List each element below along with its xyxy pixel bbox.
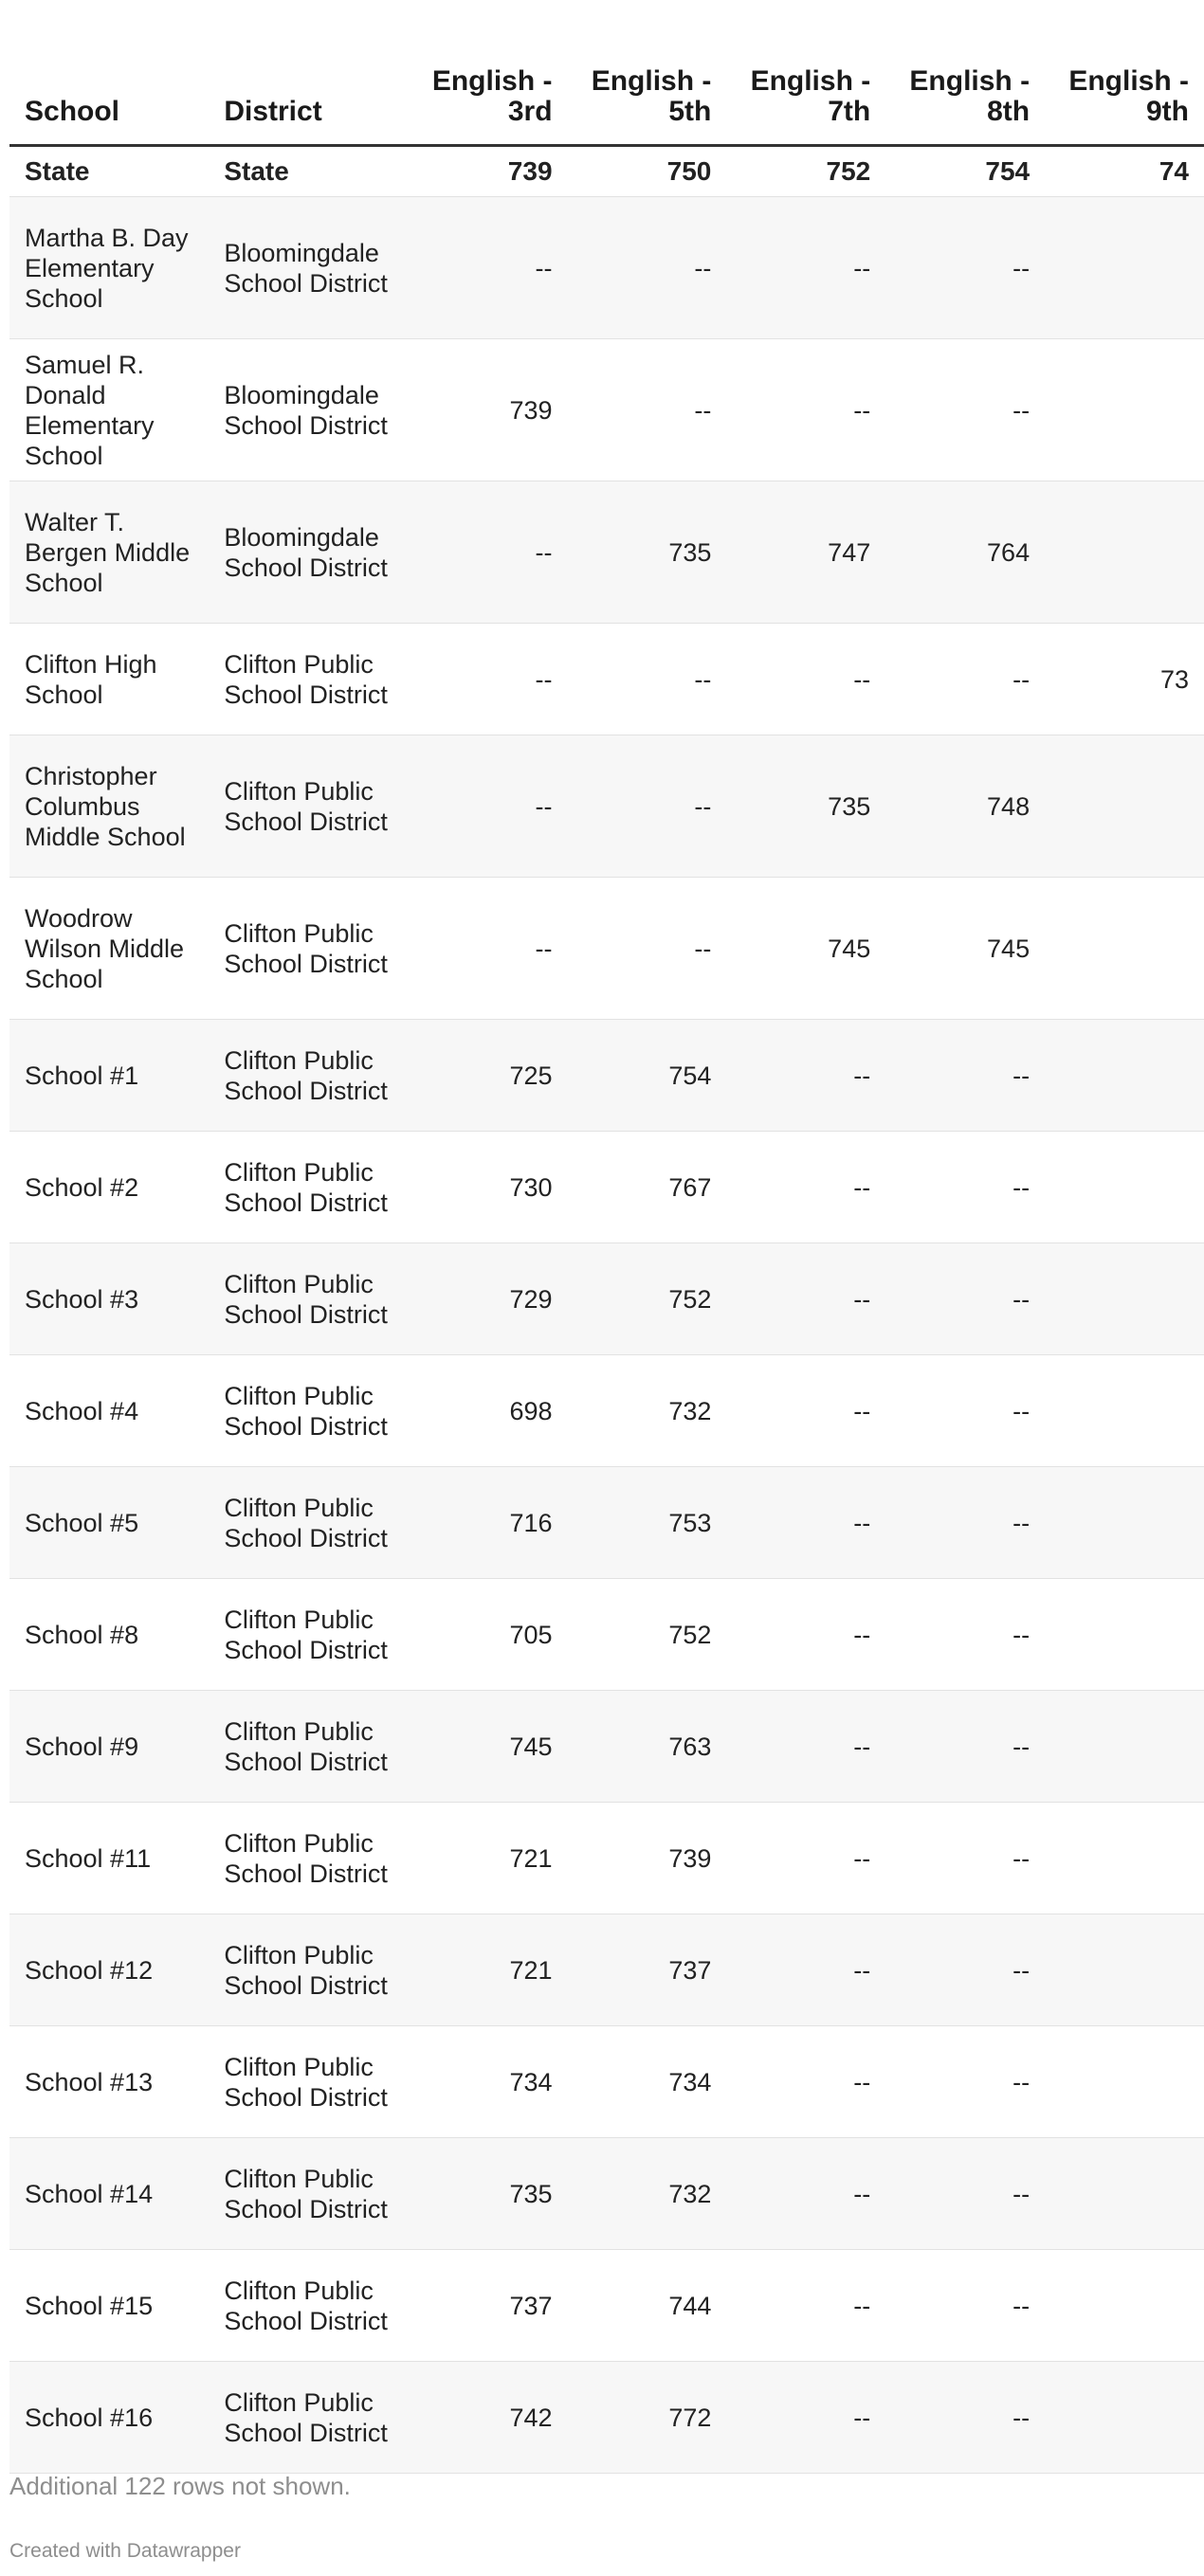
- district-cell: Clifton Public School District: [209, 1020, 408, 1132]
- score-cell: 752: [568, 1243, 727, 1355]
- table-row: [9, 878, 1204, 1020]
- score-cell: 739: [409, 339, 568, 481]
- datawrapper-credit: Created with Datawrapper: [9, 2540, 241, 2562]
- table-row: [9, 197, 1204, 339]
- score-cell: --: [409, 735, 568, 878]
- score-cell: 772: [568, 2362, 727, 2474]
- district-cell: Clifton Public School District: [209, 1467, 408, 1579]
- score-cell: --: [568, 735, 727, 878]
- school-cell: Samuel R. Donald Elementary School: [9, 339, 209, 481]
- score-cell: 735: [409, 2138, 568, 2250]
- school-cell: School #9: [9, 1691, 209, 1803]
- score-cell: --: [885, 624, 1045, 735]
- score-cell: --: [568, 339, 727, 481]
- district-cell: Clifton Public School District: [209, 624, 408, 735]
- score-cell: [1045, 1691, 1204, 1803]
- score-cell: [1045, 2138, 1204, 2250]
- score-cell: --: [885, 1355, 1045, 1467]
- score-cell: 752: [568, 1579, 727, 1691]
- table-row: [9, 1355, 1204, 1467]
- score-cell: 737: [568, 1914, 727, 2026]
- score-cell: [1045, 339, 1204, 481]
- score-cell: --: [885, 2250, 1045, 2362]
- score-cell: --: [726, 1020, 885, 1132]
- score-cell: [1045, 1020, 1204, 1132]
- score-cell: 742: [409, 2362, 568, 2474]
- score-cell: --: [885, 339, 1045, 481]
- column-header: English - 5th: [568, 0, 727, 146]
- table-row: [9, 2026, 1204, 2138]
- district-cell: Clifton Public School District: [209, 2362, 408, 2474]
- score-cell: [1045, 1355, 1204, 1467]
- score-cell: 734: [568, 2026, 727, 2138]
- table-row: [9, 1132, 1204, 1243]
- score-cell: 745: [726, 878, 885, 1020]
- school-cell: School #8: [9, 1579, 209, 1691]
- score-cell: --: [726, 624, 885, 735]
- state-row: [9, 146, 1204, 197]
- score-cell: --: [726, 2250, 885, 2362]
- table-row: [9, 1579, 1204, 1691]
- score-cell: [1045, 878, 1204, 1020]
- score-cell: 739: [568, 1803, 727, 1914]
- school-cell: School #2: [9, 1132, 209, 1243]
- score-cell: --: [885, 2026, 1045, 2138]
- score-cell: [1045, 1914, 1204, 2026]
- score-cell: 763: [568, 1691, 727, 1803]
- school-cell: Martha B. Day Elementary School: [9, 197, 209, 339]
- school-cell: School #15: [9, 2250, 209, 2362]
- score-cell: 705: [409, 1579, 568, 1691]
- district-cell: Clifton Public School District: [209, 1914, 408, 2026]
- score-cell: --: [885, 1803, 1045, 1914]
- score-cell: --: [568, 197, 727, 339]
- table-body: [9, 146, 1204, 2474]
- school-cell: School #5: [9, 1467, 209, 1579]
- score-cell: 74: [1045, 146, 1204, 197]
- score-cell: 721: [409, 1914, 568, 2026]
- score-cell: [1045, 1243, 1204, 1355]
- score-cell: 716: [409, 1467, 568, 1579]
- score-cell: 745: [409, 1691, 568, 1803]
- score-cell: --: [726, 1243, 885, 1355]
- score-cell: --: [726, 1691, 885, 1803]
- school-cell: School #13: [9, 2026, 209, 2138]
- score-cell: --: [885, 1243, 1045, 1355]
- score-cell: 729: [409, 1243, 568, 1355]
- table-header: [9, 0, 1204, 146]
- score-cell: --: [885, 1020, 1045, 1132]
- school-cell: Woodrow Wilson Middle School: [9, 878, 209, 1020]
- district-cell: Clifton Public School District: [209, 2250, 408, 2362]
- score-cell: 73: [1045, 624, 1204, 735]
- table-row: [9, 1243, 1204, 1355]
- score-cell: --: [726, 1914, 885, 2026]
- score-cell: --: [409, 878, 568, 1020]
- score-cell: --: [568, 878, 727, 1020]
- score-cell: --: [568, 624, 727, 735]
- school-cell: School #3: [9, 1243, 209, 1355]
- score-cell: 748: [885, 735, 1045, 878]
- school-cell: Clifton High School: [9, 624, 209, 735]
- score-cell: 732: [568, 1355, 727, 1467]
- school-cell: State: [9, 146, 209, 197]
- score-cell: 752: [726, 146, 885, 197]
- score-cell: 754: [568, 1020, 727, 1132]
- district-cell: Clifton Public School District: [209, 1132, 408, 1243]
- district-cell: Clifton Public School District: [209, 2026, 408, 2138]
- school-cell: School #14: [9, 2138, 209, 2250]
- score-cell: 721: [409, 1803, 568, 1914]
- score-cell: 754: [885, 146, 1045, 197]
- score-cell: --: [885, 197, 1045, 339]
- score-cell: [1045, 1803, 1204, 1914]
- score-cell: --: [885, 1914, 1045, 2026]
- school-cell: Christopher Columbus Middle School: [9, 735, 209, 878]
- table-row: [9, 481, 1204, 624]
- table-row: [9, 1803, 1204, 1914]
- score-cell: 730: [409, 1132, 568, 1243]
- score-cell: 744: [568, 2250, 727, 2362]
- table-row: [9, 2138, 1204, 2250]
- score-cell: --: [726, 2138, 885, 2250]
- score-cell: --: [885, 1691, 1045, 1803]
- score-cell: --: [726, 197, 885, 339]
- score-cell: --: [726, 339, 885, 481]
- score-cell: [1045, 197, 1204, 339]
- score-cell: 767: [568, 1132, 727, 1243]
- score-cell: --: [885, 1132, 1045, 1243]
- table-row: [9, 1467, 1204, 1579]
- district-cell: Clifton Public School District: [209, 878, 408, 1020]
- table-row: [9, 1691, 1204, 1803]
- score-cell: 737: [409, 2250, 568, 2362]
- score-cell: 739: [409, 146, 568, 197]
- scores-table: [9, 0, 1204, 2474]
- score-cell: [1045, 1132, 1204, 1243]
- school-cell: School #12: [9, 1914, 209, 2026]
- table-row: [9, 624, 1204, 735]
- score-cell: [1045, 481, 1204, 624]
- score-cell: 698: [409, 1355, 568, 1467]
- district-cell: Clifton Public School District: [209, 1243, 408, 1355]
- district-cell: Bloomingdale School District: [209, 481, 408, 624]
- district-cell: Clifton Public School District: [209, 1579, 408, 1691]
- score-cell: [1045, 2362, 1204, 2474]
- score-cell: --: [726, 1355, 885, 1467]
- score-cell: --: [885, 1467, 1045, 1579]
- score-cell: --: [726, 1132, 885, 1243]
- school-cell: School #4: [9, 1355, 209, 1467]
- district-cell: Clifton Public School District: [209, 2138, 408, 2250]
- column-header: English - 7th: [726, 0, 885, 146]
- score-cell: --: [409, 481, 568, 624]
- score-cell: [1045, 1467, 1204, 1579]
- score-cell: 735: [568, 481, 727, 624]
- score-cell: --: [726, 1579, 885, 1691]
- district-cell: Clifton Public School District: [209, 1355, 408, 1467]
- column-header: English - 8th: [885, 0, 1045, 146]
- column-header: English - 9th: [1045, 0, 1204, 146]
- score-cell: 735: [726, 735, 885, 878]
- score-cell: --: [885, 2138, 1045, 2250]
- table-viewport[interactable]: [9, 0, 1189, 2474]
- rows-not-shown-note: Additional 122 rows not shown.: [9, 2472, 351, 2500]
- school-cell: School #11: [9, 1803, 209, 1914]
- column-header: District: [209, 0, 408, 146]
- column-header: English - 3rd: [409, 0, 568, 146]
- district-cell: Bloomingdale School District: [209, 339, 408, 481]
- district-cell: Clifton Public School District: [209, 1803, 408, 1914]
- score-cell: 732: [568, 2138, 727, 2250]
- school-cell: School #16: [9, 2362, 209, 2474]
- district-cell: Clifton Public School District: [209, 735, 408, 878]
- table-row: [9, 735, 1204, 878]
- score-cell: 764: [885, 481, 1045, 624]
- score-cell: --: [726, 1803, 885, 1914]
- score-cell: 734: [409, 2026, 568, 2138]
- score-cell: 745: [885, 878, 1045, 1020]
- district-cell: Clifton Public School District: [209, 1691, 408, 1803]
- score-cell: [1045, 1579, 1204, 1691]
- score-cell: 750: [568, 146, 727, 197]
- score-cell: 747: [726, 481, 885, 624]
- score-cell: --: [726, 2362, 885, 2474]
- table-row: [9, 1020, 1204, 1132]
- table-row: [9, 2250, 1204, 2362]
- table-row: [9, 339, 1204, 481]
- score-cell: --: [409, 624, 568, 735]
- score-cell: --: [885, 1579, 1045, 1691]
- score-cell: [1045, 2250, 1204, 2362]
- header-row: [9, 0, 1204, 146]
- table-row: [9, 2362, 1204, 2474]
- table-row: [9, 1914, 1204, 2026]
- column-header: School: [9, 0, 209, 146]
- district-cell: State: [209, 146, 408, 197]
- district-cell: Bloomingdale School District: [209, 197, 408, 339]
- score-cell: 725: [409, 1020, 568, 1132]
- school-cell: School #1: [9, 1020, 209, 1132]
- score-cell: --: [726, 2026, 885, 2138]
- score-cell: --: [409, 197, 568, 339]
- school-cell: Walter T. Bergen Middle School: [9, 481, 209, 624]
- score-cell: --: [885, 2362, 1045, 2474]
- score-cell: [1045, 735, 1204, 878]
- score-cell: [1045, 2026, 1204, 2138]
- score-cell: 753: [568, 1467, 727, 1579]
- score-cell: --: [726, 1467, 885, 1579]
